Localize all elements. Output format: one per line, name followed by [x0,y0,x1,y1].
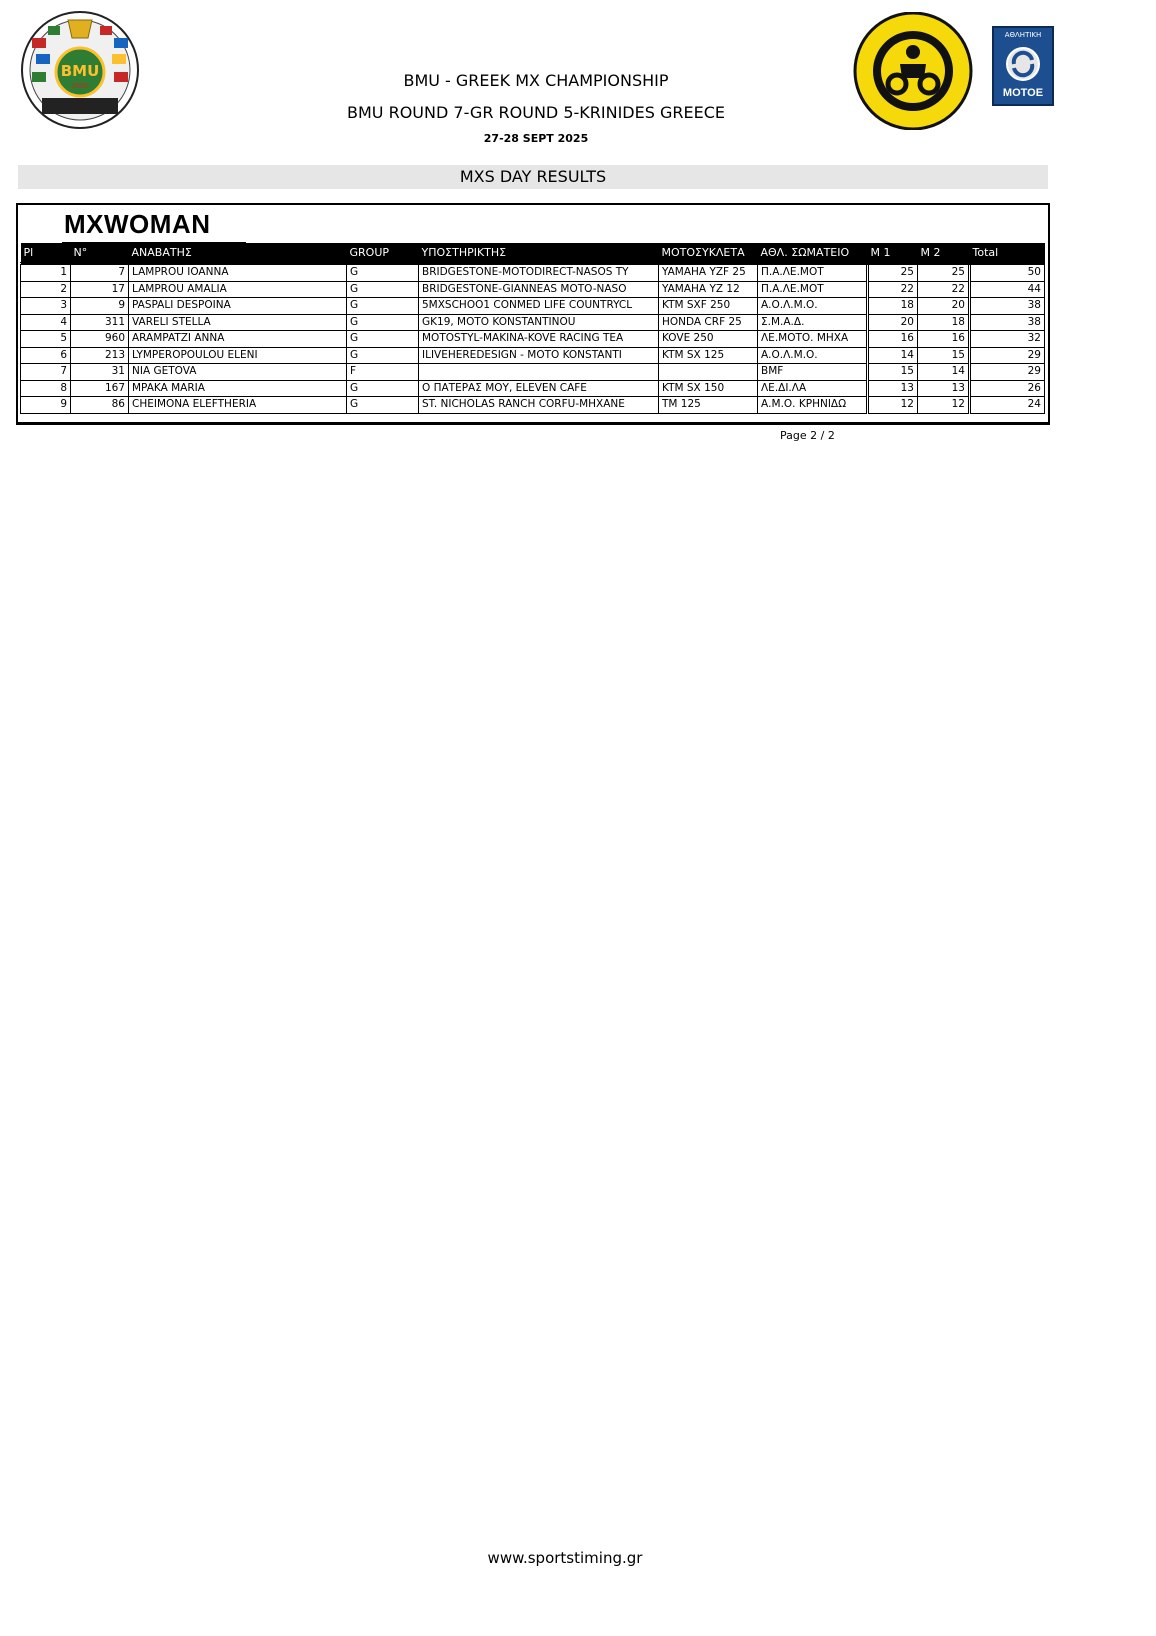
cell-number: 7 [71,264,129,282]
cell-m2: 16 [918,331,970,348]
table-header [21,243,1045,264]
cell-total: 38 [970,314,1045,331]
cell-group: G [347,314,419,331]
cell-total: 38 [970,298,1045,315]
cell-m2: 14 [918,364,970,381]
cell-number: 86 [71,397,129,414]
cell-m2: 20 [918,298,970,315]
cell-club: Π.Α.ΛΕ.ΜΟΤ [758,281,868,298]
table-row [21,281,1045,298]
cell-sponsor: ST. NICHOLAS RANCH CORFU-MHXANE [419,397,659,414]
cell-rider: LAMPROU AMALIA [129,281,347,298]
class-title: MXWOMAN [64,209,211,239]
col-m2: M 2 [918,243,970,264]
club-logo [852,12,974,130]
cell-number: 17 [71,281,129,298]
col-pl: Pl [21,243,71,264]
table-row [21,397,1045,414]
cell-motorcycle: HONDA CRF 25 [659,314,758,331]
cell-number: 9 [71,298,129,315]
results-table [20,243,1045,414]
col-club: ΑΘΛ. ΣΩΜΑΤΕΙΟ [758,243,868,264]
event-date: 27-28 SEPT 2025 [483,132,589,145]
table-row [21,380,1045,397]
table-row [21,331,1045,348]
cell-group: F [347,364,419,381]
cell-rider: ARAMPATZI ANNA [129,331,347,348]
cell-club: BMF [758,364,868,381]
cell-motorcycle: KOVE 250 [659,331,758,348]
cell-group: G [347,347,419,364]
cell-rider: CHEIMONA ELEFTHERIA [129,397,347,414]
cell-motorcycle: KTM SX 150 [659,380,758,397]
results-frame [16,203,1050,425]
results-band-title: MXS DAY RESULTS [18,165,1048,189]
championship-title: BMU - GREEK MX CHAMPIONSHIP [403,71,669,90]
col-rider: ΑΝΑΒΑΤΗΣ [129,243,347,264]
cell-pl: 4 [21,314,71,331]
cell-total: 50 [970,264,1045,282]
cell-m2: 25 [918,264,970,282]
cell-motorcycle: KTM SX 125 [659,347,758,364]
cell-club: Π.Α.ΛΕ.ΜΟΤ [758,264,868,282]
cell-rider: VARELI STELLA [129,314,347,331]
cell-m1: 25 [868,264,918,282]
cell-pl: 1 [21,264,71,282]
cell-m1: 13 [868,380,918,397]
cell-pl: 6 [21,347,71,364]
table-row [21,314,1045,331]
cell-group: G [347,331,419,348]
svg-text:ΑΘΛΗΤΙΚΗ: ΑΘΛΗΤΙΚΗ [1004,31,1042,39]
cell-pl: 2 [21,281,71,298]
cell-m1: 15 [868,364,918,381]
cell-rider: MPAKA MARIA [129,380,347,397]
col-total: Total [970,243,1045,264]
cell-number: 960 [71,331,129,348]
cell-total: 29 [970,347,1045,364]
cell-rider: LYMPEROPOULOU ELENI [129,347,347,364]
col-group: GROUP [347,243,419,264]
cell-club: Α.Ο.Λ.Μ.Ο. [758,347,868,364]
round-title: BMU ROUND 7-GR ROUND 5-KRINIDES GREECE [347,103,725,122]
col-m1: M 1 [868,243,918,264]
cell-number: 167 [71,380,129,397]
cell-sponsor: 5MXSCHOO1 CONMED LIFE COUNTRYCL [419,298,659,315]
cell-club: Α.Μ.Ο. ΚΡΗΝΙΔΩ [758,397,868,414]
cell-group: G [347,264,419,282]
cell-total: 29 [970,364,1045,381]
cell-m1: 22 [868,281,918,298]
cell-sponsor: GK19, MOTO KONSTANTINOU [419,314,659,331]
cell-motorcycle: YAMAHA YZF 25 [659,264,758,282]
cell-sponsor: BRIDGESTONE-GIANNEAS MOTO-NASO [419,281,659,298]
cell-number: 213 [71,347,129,364]
cell-pl: 5 [21,331,71,348]
cell-pl: 7 [21,364,71,381]
cell-m2: 15 [918,347,970,364]
cell-sponsor: Ο ΠΑΤΕΡΑΣ ΜΟΥ, ELEVEN CAFE [419,380,659,397]
cell-group: G [347,281,419,298]
footer-website: www.sportstiming.gr [487,1549,643,1567]
cell-total: 26 [970,380,1045,397]
cell-rider: PASPALI DESPOINA [129,298,347,315]
cell-sponsor [419,364,659,381]
cell-group: G [347,380,419,397]
svg-text:2000: 2000 [71,82,89,90]
cell-m1: 18 [868,298,918,315]
cell-total: 44 [970,281,1045,298]
cell-m2: 12 [918,397,970,414]
cell-sponsor: MOTOSTYL-MAKINA-KOVE RACING TEA [419,331,659,348]
table-row [21,264,1045,282]
cell-motorcycle [659,364,758,381]
cell-m1: 12 [868,397,918,414]
cell-m2: 22 [918,281,970,298]
cell-club: Σ.Μ.Α.Δ. [758,314,868,331]
cell-rider: LAMPROU IOANNA [129,264,347,282]
col-number: N° [71,243,129,264]
cell-club: ΛΕ.ΜΟΤΟ. ΜΗΧΑ [758,331,868,348]
table-row [21,298,1045,315]
table-body [21,264,1045,414]
cell-m1: 20 [868,314,918,331]
cell-club: Α.Ο.Λ.Μ.Ο. [758,298,868,315]
cell-total: 24 [970,397,1045,414]
svg-text:BMU: BMU [60,62,100,80]
cell-motorcycle: KTM SXF 250 [659,298,758,315]
cell-m2: 13 [918,380,970,397]
table-row [21,364,1045,381]
cell-club: ΛΕ.ΔΙ.ΛΑ [758,380,868,397]
cell-m2: 18 [918,314,970,331]
table-row [21,347,1045,364]
col-motorcycle: ΜΟΤΟΣΥΚΛΕΤΑ [659,243,758,264]
cell-m1: 16 [868,331,918,348]
cell-rider: NIA GETOVA [129,364,347,381]
cell-number: 31 [71,364,129,381]
cell-pl: 8 [21,380,71,397]
cell-motorcycle: YAMAHA YZ 12 [659,281,758,298]
cell-group: G [347,298,419,315]
motoe-logo [992,26,1054,106]
cell-number: 311 [71,314,129,331]
cell-sponsor: BRIDGESTONE-MOTODIRECT-NASOS TY [419,264,659,282]
cell-group: G [347,397,419,414]
cell-motorcycle: TM 125 [659,397,758,414]
col-sponsor: ΥΠΟΣΤΗΡΙΚΤΗΣ [419,243,659,264]
cell-pl: 9 [21,397,71,414]
cell-pl: 3 [21,298,71,315]
svg-text:ΜΟΤΟΕ: ΜΟΤΟΕ [1002,87,1044,99]
page-number: Page 2 / 2 [780,429,835,442]
cell-total: 32 [970,331,1045,348]
cell-m1: 14 [868,347,918,364]
cell-sponsor: ILIVEHEREDESIGN - MOTO KONSTANTI [419,347,659,364]
